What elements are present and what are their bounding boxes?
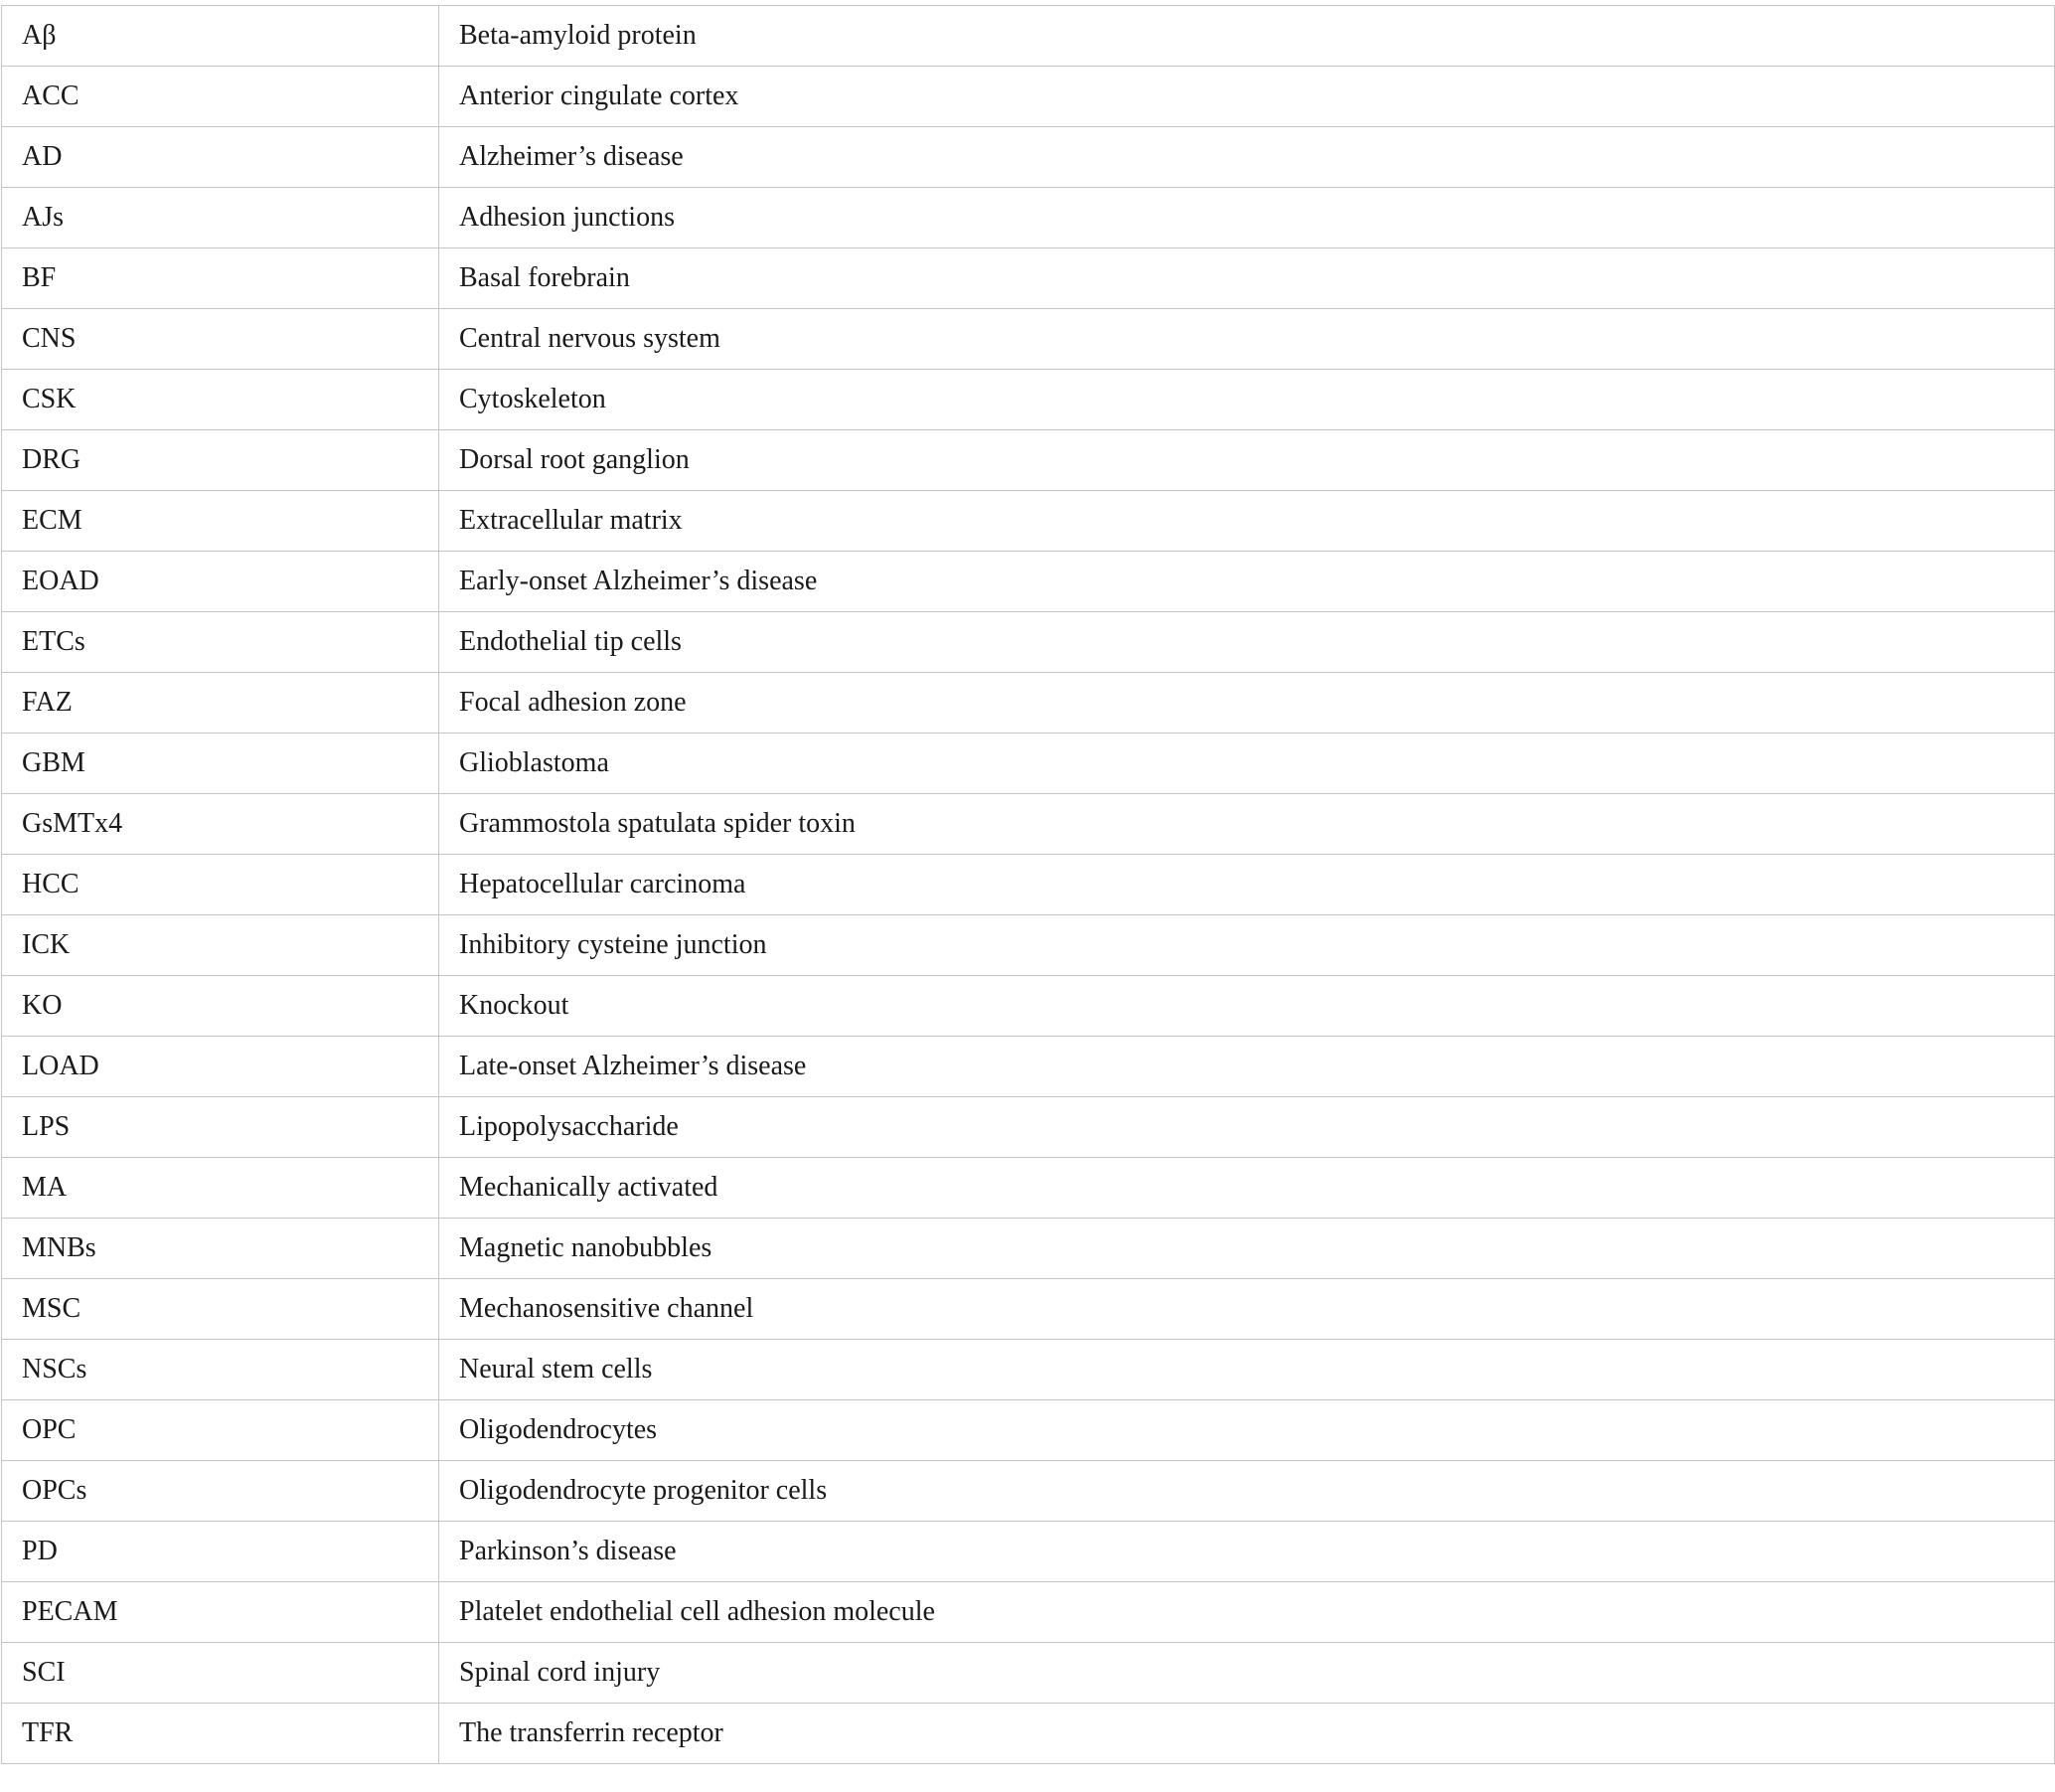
abbreviation-cell: LPS (2, 1097, 439, 1158)
definition-cell: Late-onset Alzheimer’s disease (439, 1037, 2055, 1097)
abbreviation-cell: PD (2, 1522, 439, 1582)
definition-cell: Endothelial tip cells (439, 612, 2055, 673)
abbreviation-cell: ETCs (2, 612, 439, 673)
table-row (2, 491, 2055, 552)
abbreviation-cell: Aβ (2, 6, 439, 67)
abbreviation-cell: MSC (2, 1279, 439, 1340)
table-row (2, 733, 2055, 794)
abbreviation-cell: OPC (2, 1400, 439, 1461)
definition-cell: The transferrin receptor (439, 1704, 2055, 1764)
definition-cell: Hepatocellular carcinoma (439, 855, 2055, 915)
definition-cell: Neural stem cells (439, 1340, 2055, 1400)
abbreviation-cell: DRG (2, 430, 439, 491)
abbreviation-cell: HCC (2, 855, 439, 915)
definition-cell: Oligodendrocyte progenitor cells (439, 1461, 2055, 1522)
table-row (2, 612, 2055, 673)
definition-cell: Spinal cord injury (439, 1643, 2055, 1704)
table-row (2, 1400, 2055, 1461)
abbreviation-cell: MA (2, 1158, 439, 1219)
definition-cell: Oligodendrocytes (439, 1400, 2055, 1461)
definition-cell: Magnetic nanobubbles (439, 1219, 2055, 1279)
definition-cell: Alzheimer’s disease (439, 127, 2055, 188)
table-row (2, 1158, 2055, 1219)
definition-cell: Basal forebrain (439, 248, 2055, 309)
definition-cell: Platelet endothelial cell adhesion molecule (439, 1582, 2055, 1643)
definition-cell: Mechanosensitive channel (439, 1279, 2055, 1340)
definition-cell: Beta-amyloid protein (439, 6, 2055, 67)
table-row (2, 1704, 2055, 1764)
abbreviation-cell: KO (2, 976, 439, 1037)
abbreviations-table-body (2, 6, 2055, 1764)
abbreviation-cell: AJs (2, 188, 439, 248)
table-row (2, 1340, 2055, 1400)
definition-cell: Grammostola spatulata spider toxin (439, 794, 2055, 855)
abbreviation-cell: AD (2, 127, 439, 188)
table-row (2, 1097, 2055, 1158)
abbreviation-cell: ICK (2, 915, 439, 976)
table-row (2, 370, 2055, 430)
abbreviation-cell: PECAM (2, 1582, 439, 1643)
abbreviation-cell: MNBs (2, 1219, 439, 1279)
abbreviation-cell: ACC (2, 67, 439, 127)
table-row (2, 552, 2055, 612)
table-row (2, 1522, 2055, 1582)
abbreviation-cell: OPCs (2, 1461, 439, 1522)
definition-cell: Central nervous system (439, 309, 2055, 370)
abbreviation-cell: ECM (2, 491, 439, 552)
table-row (2, 1582, 2055, 1643)
table-row (2, 6, 2055, 67)
definition-cell: Inhibitory cysteine junction (439, 915, 2055, 976)
table-row (2, 1461, 2055, 1522)
table-row (2, 673, 2055, 733)
table-row (2, 1037, 2055, 1097)
abbreviation-cell: BF (2, 248, 439, 309)
abbreviation-cell: NSCs (2, 1340, 439, 1400)
abbreviation-cell: FAZ (2, 673, 439, 733)
table-row (2, 1643, 2055, 1704)
definition-cell: Anterior cingulate cortex (439, 67, 2055, 127)
table-row (2, 248, 2055, 309)
table-row (2, 976, 2055, 1037)
table-row (2, 309, 2055, 370)
definition-cell: Lipopolysaccharide (439, 1097, 2055, 1158)
abbreviation-cell: CSK (2, 370, 439, 430)
definition-cell: Early-onset Alzheimer’s disease (439, 552, 2055, 612)
definition-cell: Extracellular matrix (439, 491, 2055, 552)
table-row (2, 855, 2055, 915)
table-row (2, 430, 2055, 491)
abbreviations-table (1, 5, 2055, 1764)
abbreviation-cell: CNS (2, 309, 439, 370)
abbreviation-cell: TFR (2, 1704, 439, 1764)
table-row (2, 1219, 2055, 1279)
definition-cell: Parkinson’s disease (439, 1522, 2055, 1582)
definition-cell: Dorsal root ganglion (439, 430, 2055, 491)
table-row (2, 188, 2055, 248)
abbreviation-cell: GBM (2, 733, 439, 794)
abbreviation-cell: SCI (2, 1643, 439, 1704)
definition-cell: Knockout (439, 976, 2055, 1037)
table-row (2, 1279, 2055, 1340)
abbreviation-cell: LOAD (2, 1037, 439, 1097)
abbreviation-cell: GsMTx4 (2, 794, 439, 855)
abbreviation-cell: EOAD (2, 552, 439, 612)
table-row (2, 127, 2055, 188)
table-row (2, 794, 2055, 855)
definition-cell: Focal adhesion zone (439, 673, 2055, 733)
definition-cell: Glioblastoma (439, 733, 2055, 794)
definition-cell: Adhesion junctions (439, 188, 2055, 248)
table-row (2, 915, 2055, 976)
definition-cell: Mechanically activated (439, 1158, 2055, 1219)
table-row (2, 67, 2055, 127)
definition-cell: Cytoskeleton (439, 370, 2055, 430)
